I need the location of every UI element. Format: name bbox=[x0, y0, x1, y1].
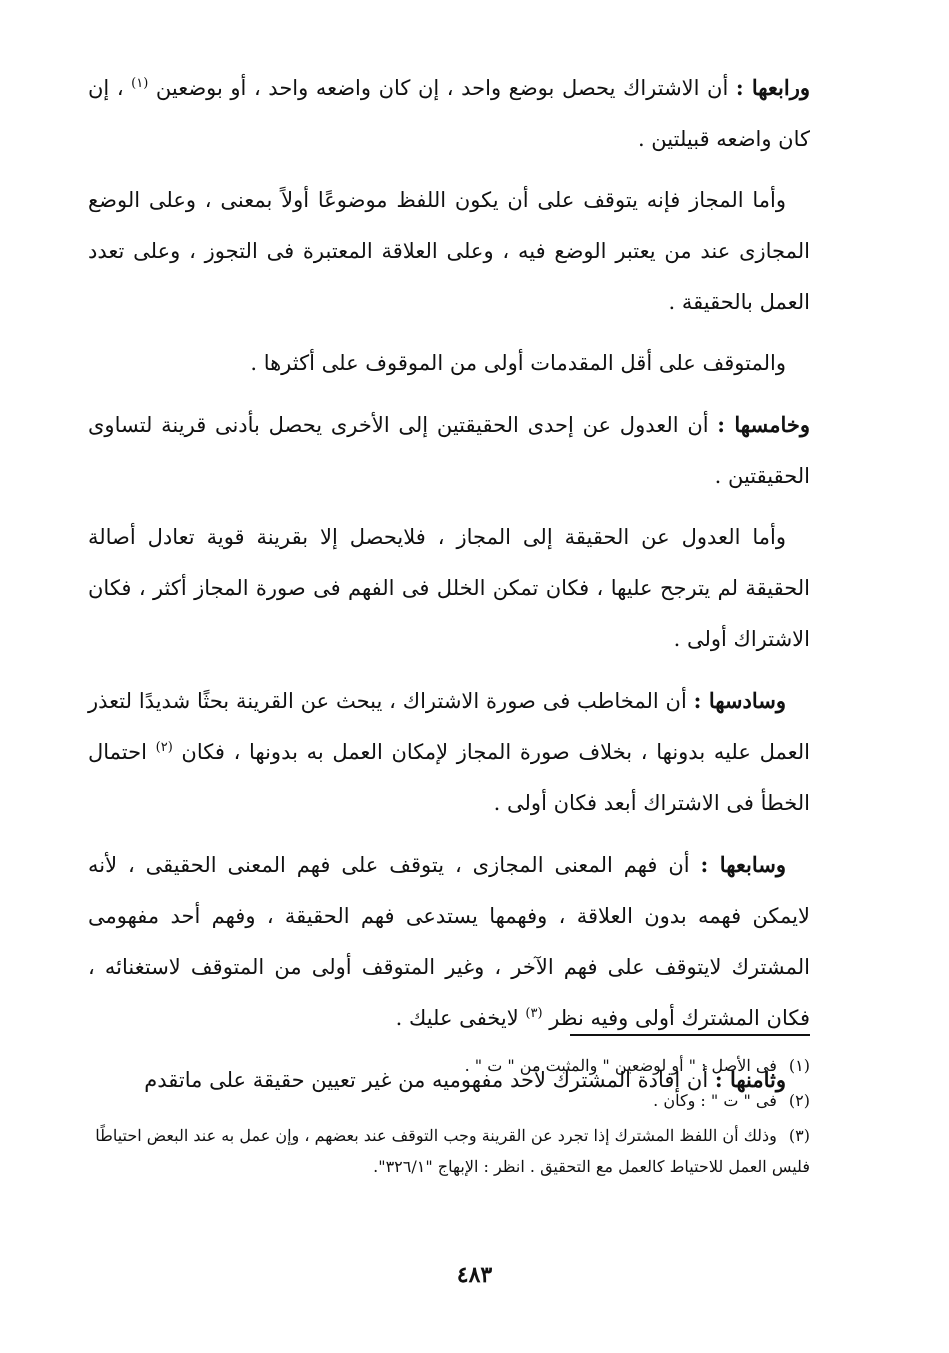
paragraph-text: احتمال الخطأ فى الاشتراك أبعد فكان أولى . bbox=[88, 740, 810, 815]
paragraph-lead: ورابعها : bbox=[735, 75, 810, 100]
footnote-text: فى " ت " : وكان . bbox=[653, 1091, 777, 1110]
paragraph-lead: وخامسها : bbox=[717, 412, 810, 437]
footnote bbox=[88, 1050, 810, 1081]
paragraph-lead: وسادسها : bbox=[693, 688, 786, 713]
main-text bbox=[88, 62, 810, 1116]
footnote bbox=[88, 1120, 810, 1182]
paragraph-text: أن فهم المعنى المجازى ، يتوقف على فهم المعنى الحقيقى ، لأنه لايمكن فهمه بدون العلاقة ، وفهمها يستدعى فهم الحقيقة ، وفهم أحد مفهومى المشترك لايتوقف على فهم الآخر ، وغير المتوقف أولى من المتوقف لاستغنائه ، فكان المشترك أولى وفيه نظر bbox=[88, 853, 810, 1030]
footnote bbox=[88, 1085, 810, 1116]
paragraph-text: أن إفادة المشترك لأحد مفهوميه من غير تعيين حقيقة على ماتقدم bbox=[144, 1068, 715, 1092]
footnote-text: فى الأصل : " أو لوضعين " والمثبت من " ت " . bbox=[464, 1056, 777, 1075]
paragraph-text: ، إن كان واضعه قبيلتين . bbox=[88, 76, 810, 151]
page-number: ٤٨٣ bbox=[456, 1262, 493, 1288]
footnote-ref: (١) bbox=[131, 76, 149, 91]
footnote-ref: (٢) bbox=[155, 740, 173, 755]
footnote-text: وذلك أن اللفظ المشترك إذا تجرد عن القرينة وجب التوقف عند بعضهم ، وإن عمل به عند البعض احتياطًا فليس العمل للاحتياط كالعمل مع التحقيق . انظر : الإبهاج "٣٢٦/١". bbox=[95, 1126, 810, 1176]
footnote-number: (١) bbox=[788, 1056, 810, 1075]
paragraph-text: أن المخاطب فى صورة الاشتراك ، يبحث عن القرينة بحثًا شديدًا لتعذر العمل عليه بدونها ، بخلاف صورة المجاز لإمكان العمل به بدونها ، فكان bbox=[88, 689, 810, 764]
footnote-number: (٢) bbox=[788, 1091, 810, 1110]
paragraph: وأما العدول عن الحقيقة إلى المجاز ، فلايحصل إلا بقرينة قوية تعادل أصالة الحقيقة لم يترجح عليها ، فكان تمكن الخلل فى الفهم فى صورة المجاز أكثر ، فكان الاشتراك أولى . bbox=[88, 525, 810, 651]
footnote-divider bbox=[570, 1034, 810, 1036]
paragraph-4th bbox=[88, 62, 810, 165]
footnotes bbox=[88, 1050, 810, 1186]
paragraph-6th bbox=[88, 675, 810, 829]
footnote-number: (٣) bbox=[788, 1126, 810, 1145]
paragraph-lead: وثامنها : bbox=[714, 1067, 786, 1092]
paragraph: والمتوقف على أقل المقدمات أولى من الموقوف على أكثرها . bbox=[250, 351, 786, 375]
paragraph-text: لايخفى عليك . bbox=[395, 1006, 526, 1030]
paragraph-text: أن العدول عن إحدى الحقيقتين إلى الأخرى يحصل بأدنى قرينة لتساوى الحقيقتين . bbox=[88, 413, 810, 488]
paragraph-lead: وسابعها : bbox=[700, 852, 786, 877]
paragraph-7th bbox=[88, 839, 810, 1044]
paragraph-text: أن الاشتراك يحصل بوضع واحد ، إن كان واضعه واحد ، أو بوضعين bbox=[148, 76, 736, 100]
paragraph: وأما المجاز فإنه يتوقف على أن يكون اللفظ موضوعًا أولاً بمعنى ، وعلى الوضع المجازى عند من يعتبر الوضع فيه ، وعلى العلاقة المعتبرة فى التجوز ، وعلى تعدد العمل بالحقيقة . bbox=[88, 188, 810, 314]
paragraph-5th bbox=[88, 399, 810, 502]
footnote-ref: (٣) bbox=[525, 1006, 543, 1021]
